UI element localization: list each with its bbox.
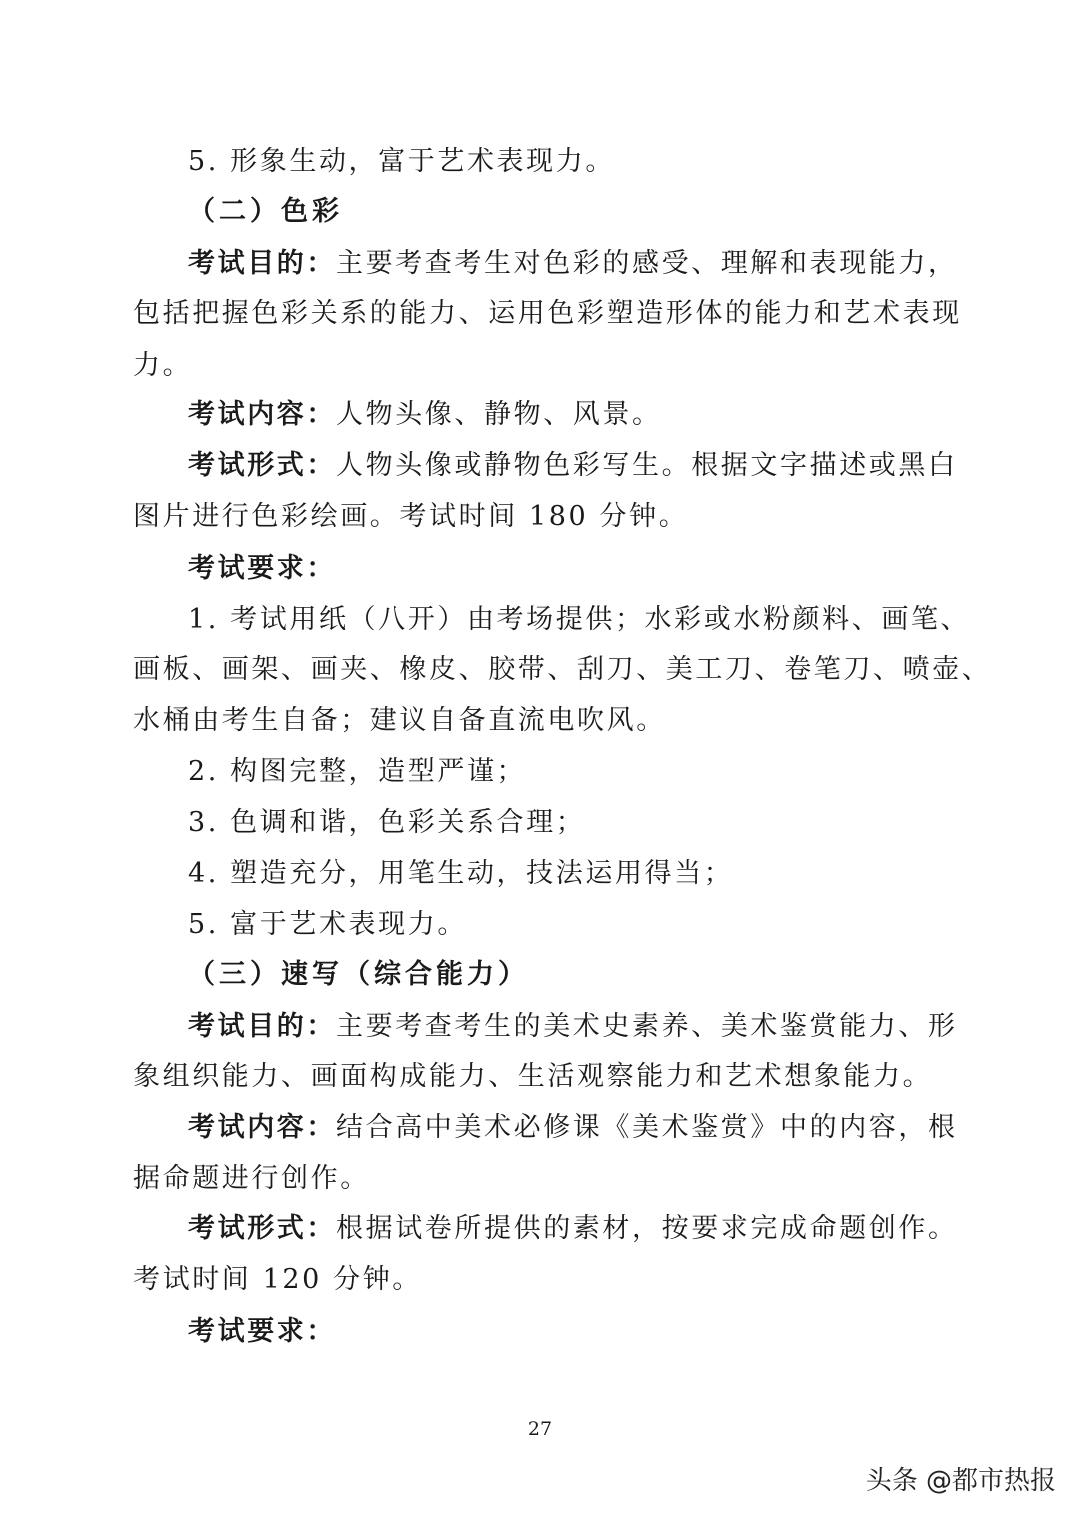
paragraph-lead: 考试目的： bbox=[188, 248, 336, 279]
line-text: 主要考查考生对色彩的感受、理解和表现能力， bbox=[336, 248, 958, 279]
line-text: 根据试卷所提供的素材，按要求完成命题创作。 bbox=[336, 1213, 958, 1244]
list-item-continuation bbox=[133, 704, 948, 738]
paragraph-line bbox=[133, 500, 948, 534]
list-item-continuation bbox=[133, 653, 992, 687]
page-number: 27 bbox=[527, 1418, 553, 1440]
line-text: 人物头像、静物、风景。 bbox=[336, 399, 662, 430]
paragraph-line bbox=[133, 1162, 948, 1196]
list-item bbox=[188, 857, 948, 891]
line-text: 图片进行色彩绘画。考试时间 180 分钟。 bbox=[133, 501, 689, 532]
line-text: 3. 色调和谐，色彩关系合理； bbox=[188, 807, 586, 838]
heading-text: （二）色彩 bbox=[188, 196, 343, 227]
section-heading bbox=[188, 958, 1003, 992]
line-text: 5. 形象生动，富于艺术表现力。 bbox=[188, 146, 615, 177]
line-text: 考试时间 120 分钟。 bbox=[133, 1264, 422, 1295]
paragraph-line bbox=[188, 1010, 958, 1044]
paragraph-lead: 考试形式： bbox=[188, 1213, 336, 1244]
paragraph-lead: 考试内容： bbox=[188, 399, 336, 430]
paragraph-lead: 考试要求： bbox=[188, 1316, 336, 1347]
paragraph-line bbox=[133, 1263, 948, 1297]
paragraph-lead: 考试要求： bbox=[188, 553, 336, 584]
line-text: 1. 考试用纸（八开）由考场提供；水彩或水粉颜料、画笔、 bbox=[188, 604, 971, 635]
line-text: 据命题进行创作。 bbox=[133, 1163, 370, 1194]
line-text: 象组织能力、画面构成能力、生活观察能力和艺术想象能力。 bbox=[133, 1061, 933, 1092]
heading-text: （三）速写（综合能力） bbox=[188, 959, 529, 990]
paragraph-lead: 考试目的： bbox=[188, 1011, 336, 1042]
list-item bbox=[188, 603, 971, 637]
line-text: 水桶由考生自备；建议自备直流电吹风。 bbox=[133, 705, 666, 736]
paragraph-lead: 考试内容： bbox=[188, 1112, 336, 1143]
line-text: 主要考查考生的美术史素养、美术鉴赏能力、形 bbox=[336, 1011, 958, 1042]
paragraph-line bbox=[133, 349, 948, 383]
list-item bbox=[188, 908, 948, 942]
paragraph-line bbox=[188, 398, 948, 432]
paragraph-line bbox=[188, 247, 958, 281]
line-text: 5. 富于艺术表现力。 bbox=[188, 909, 467, 940]
paragraph-line bbox=[188, 145, 948, 179]
paragraph-line bbox=[188, 1212, 958, 1246]
paragraph-line bbox=[188, 552, 948, 586]
list-item bbox=[188, 806, 948, 840]
paragraph-line bbox=[133, 1060, 948, 1094]
line-text: 2. 构图完整，造型严谨； bbox=[188, 756, 527, 787]
paragraph-lead: 考试形式： bbox=[188, 450, 336, 481]
paragraph-line bbox=[188, 1315, 948, 1349]
paragraph-line bbox=[188, 449, 958, 483]
line-text: 人物头像或静物色彩写生。根据文字描述或黑白 bbox=[336, 450, 958, 481]
paragraph-line bbox=[133, 297, 962, 331]
line-text: 画板、画架、画夹、橡皮、胶带、刮刀、美工刀、卷笔刀、喷壶、 bbox=[133, 654, 992, 685]
line-text: 力。 bbox=[133, 350, 193, 381]
paragraph-line bbox=[188, 1111, 958, 1145]
line-text: 4. 塑造充分，用笔生动，技法运用得当； bbox=[188, 858, 734, 889]
list-item bbox=[188, 755, 948, 789]
line-text: 结合高中美术必修课《美术鉴赏》中的内容，根 bbox=[336, 1112, 958, 1143]
line-text: 包括把握色彩关系的能力、运用色彩塑造形体的能力和艺术表现 bbox=[133, 298, 962, 329]
source-watermark: 头条 @都市热报 bbox=[865, 1466, 1056, 1496]
section-heading bbox=[188, 195, 1003, 229]
